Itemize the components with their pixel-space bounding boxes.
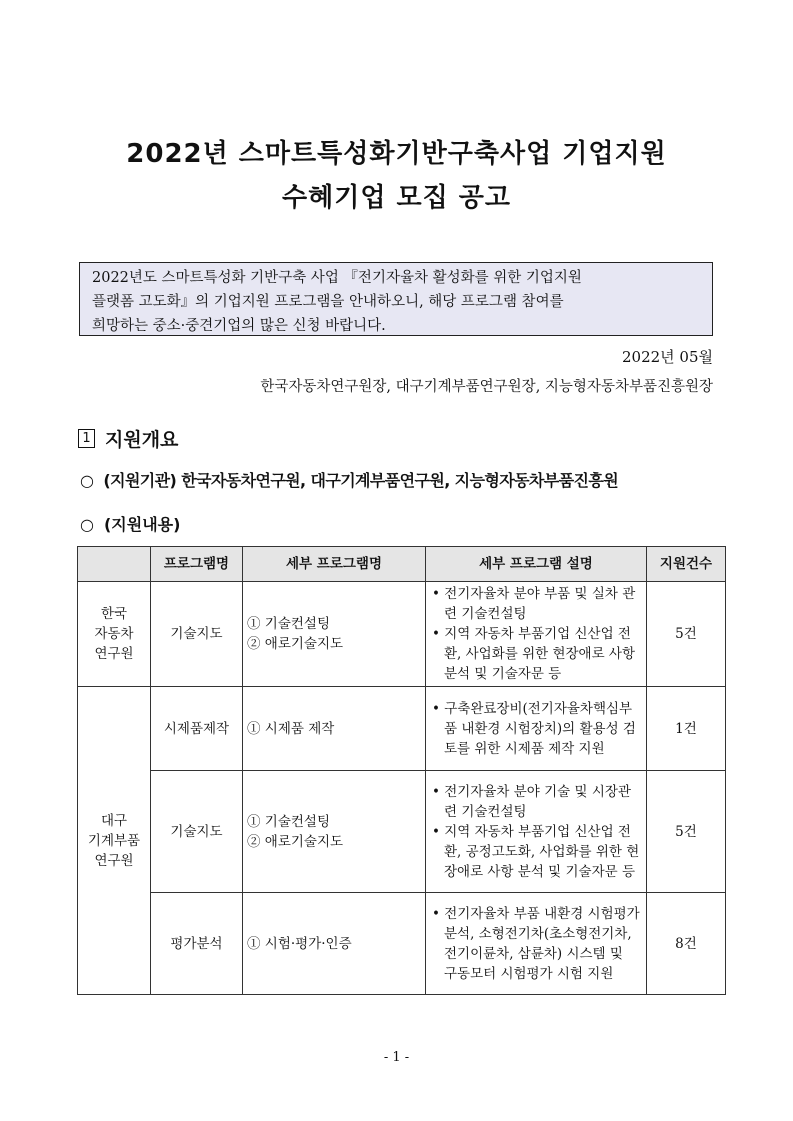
description-cell [426, 582, 647, 687]
bullet-support-content [80, 512, 180, 535]
org-cell: 한국 자동차 연구원 [78, 582, 151, 687]
detail-item: ② 애로기술지도 [247, 636, 344, 652]
program-cell: 시제품제작 [151, 687, 243, 771]
org-cell: 대구 기계부품 연구원 [78, 687, 151, 995]
description-item: • 지역 자동차 부품기업 신산업 전환, 공정고도화, 사업화를 위한 현장애로 사항 분석 및 기술자문 등 [432, 823, 640, 880]
detail-item: ② 애로기술지도 [247, 833, 344, 850]
detail-cell [243, 582, 426, 687]
header-org [78, 547, 151, 582]
description-item: • 구축완료장비(전기자율차핵심부품 내환경 시험장치)의 활용성 검토를 위한 시제품 제작 지원 [432, 700, 636, 757]
table-header-row [78, 547, 726, 582]
bullet-text: (지원기관) 한국자동차연구원, 대구기계부품연구원, 지능형자동차부품진흥원 [103, 471, 619, 490]
notice-line-2: 플랫폼 고도화』의 기업지원 프로그램을 안내하오니, 해당 프로그램 참여를 [92, 294, 564, 310]
table-row [78, 893, 726, 995]
detail-cell [243, 687, 426, 771]
table-row [78, 687, 726, 771]
section-heading [78, 425, 178, 452]
header-program: 프로그램명 [151, 547, 243, 582]
issuing-agencies: 한국자동차연구원장, 대구기계부품연구원장, 지능형자동차부품진흥원장 [260, 379, 713, 395]
count-cell: 8건 [647, 893, 726, 995]
notice-line-3: 희망하는 중소·중견기업의 많은 신청 바랍니다. [92, 318, 386, 334]
title-line-2: 수혜기업 모집 공고 [281, 183, 512, 213]
description-item: • 전기자율차 분야 기술 및 시장관련 기술컨설팅 [432, 783, 631, 820]
detail-item: ① 시제품 제작 [247, 720, 335, 737]
count-cell: 5건 [647, 582, 726, 687]
detail-item: ① 기술컨설팅 [247, 813, 330, 830]
description-item: • 지역 자동차 부품기업 신산업 전환, 사업화를 위한 현장애로 사항 분석 및 기술자문 등 [432, 626, 635, 682]
section-title: 지원개요 [105, 429, 179, 451]
program-cell: 기술지도 [151, 582, 243, 687]
description-cell [426, 771, 647, 893]
page-number: - 1 - [383, 1050, 410, 1065]
detail-cell [243, 893, 426, 995]
program-table [77, 546, 726, 995]
description-item: • 전기자율차 부품 내환경 시험평가분석, 소형전기차(초소형전기차, 전기이륜차, 삼륜차) 시스템 및 구동모터 시험평가 시험 지원 [432, 905, 640, 982]
table-row [78, 582, 726, 687]
title-line-1: 2022년 스마트특성화기반구축사업 기업지원 [126, 139, 667, 169]
header-detail: 세부 프로그램명 [243, 547, 426, 582]
program-cell: 기술지도 [151, 771, 243, 893]
count-cell: 1건 [647, 687, 726, 771]
bullet-text: (지원내용) [103, 515, 181, 534]
description-item: • 전기자율차 분야 부품 및 실차 관련 기술컨설팅 [432, 586, 636, 622]
table-row [78, 771, 726, 893]
detail-item: ① 기술컨설팅 [247, 616, 330, 632]
bullet-support-agencies [80, 468, 618, 491]
description-cell [426, 687, 647, 771]
circle-bullet-icon: ○ [80, 471, 94, 490]
section-number: 1 [78, 429, 95, 448]
detail-item: ① 시험·평가·인증 [247, 935, 352, 952]
notice-line-1: 2022년도 스마트특성화 기반구축 사업 『전기자율차 활성화를 위한 기업지원 [92, 270, 582, 286]
header-description: 세부 프로그램 설명 [426, 547, 647, 582]
program-cell: 평가분석 [151, 893, 243, 995]
detail-cell [243, 771, 426, 893]
description-cell [426, 893, 647, 995]
notice-box [79, 262, 713, 336]
announcement-date: 2022년 05월 [621, 348, 713, 366]
circle-bullet-icon: ○ [80, 515, 94, 534]
count-cell: 5건 [647, 771, 726, 893]
header-count: 지원건수 [647, 547, 726, 582]
